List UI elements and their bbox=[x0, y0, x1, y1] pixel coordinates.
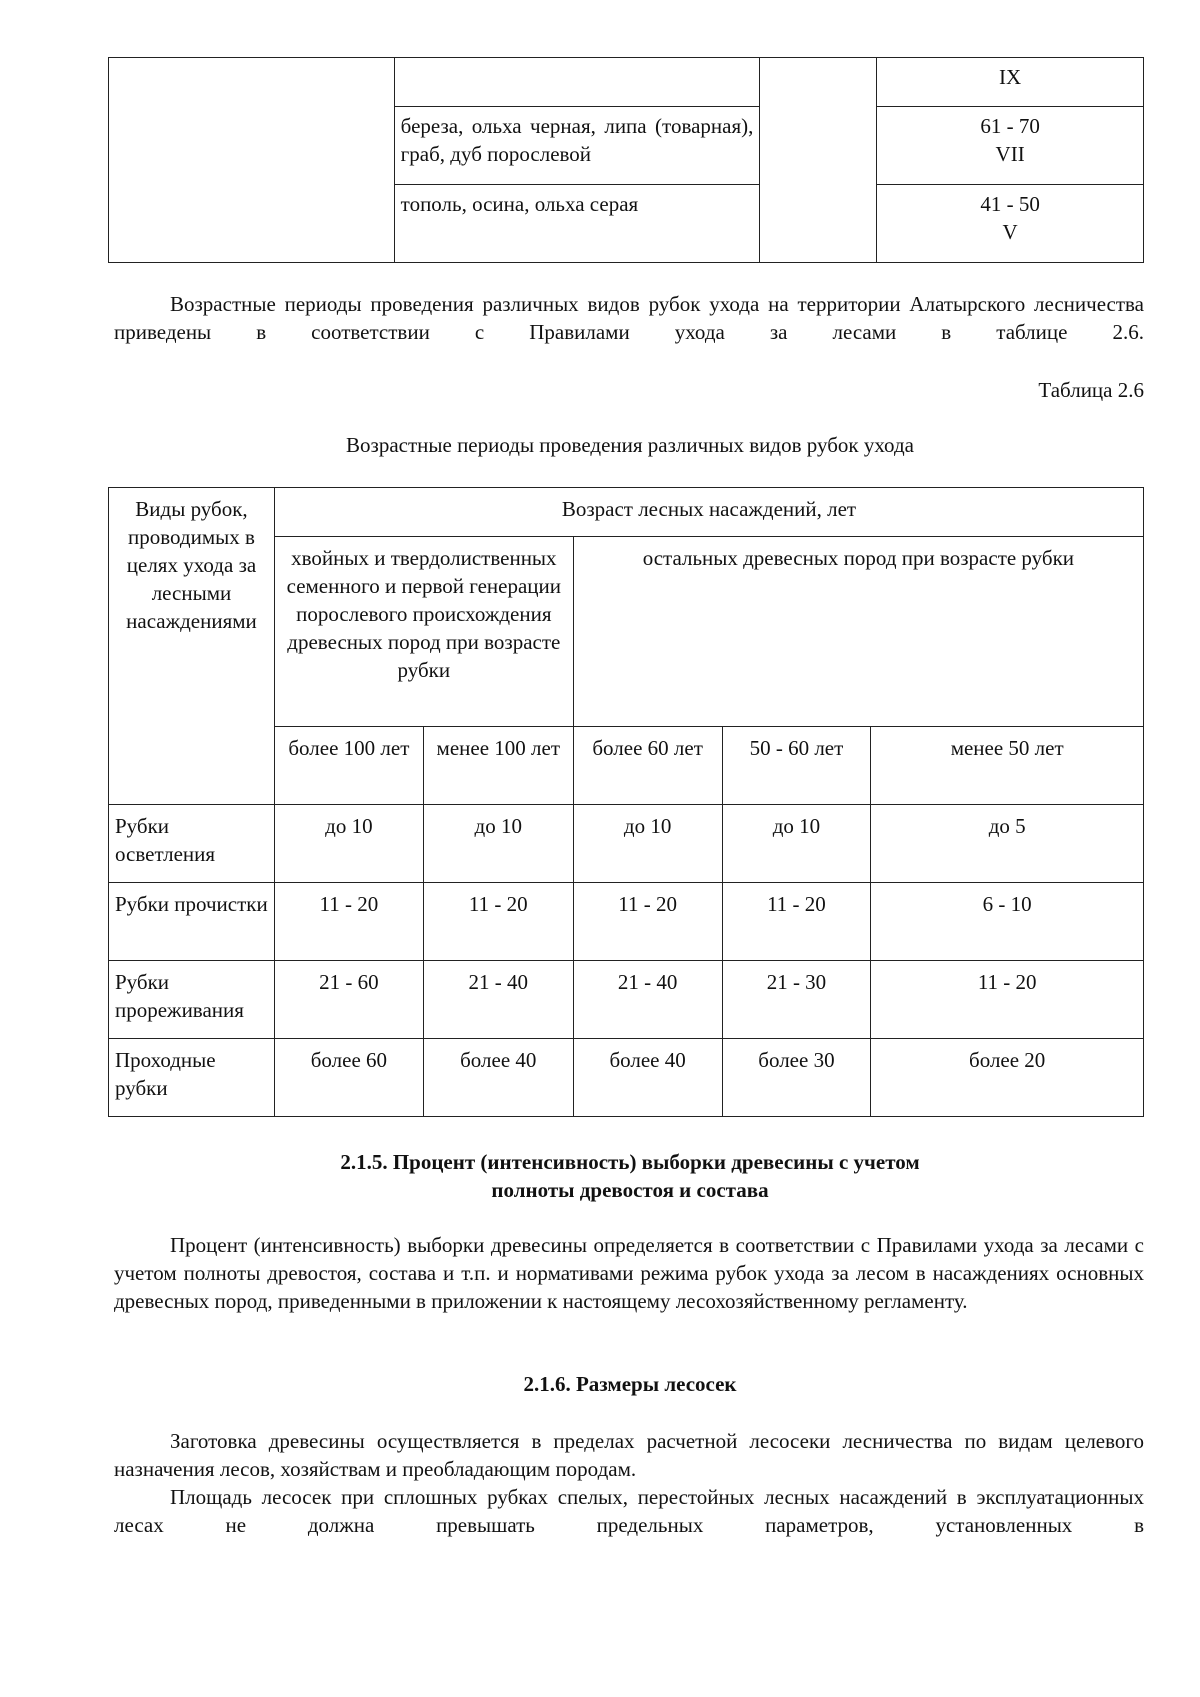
value-cell: более 40 bbox=[573, 1039, 722, 1117]
cutting-type-cell: Рубки прореживания bbox=[109, 961, 275, 1039]
age-header-cell: Возраст лесных насаждений, лет bbox=[274, 488, 1143, 537]
value-cell: 11 - 20 bbox=[423, 883, 573, 961]
value-cell: до 10 bbox=[423, 805, 573, 883]
value-cell: до 10 bbox=[274, 805, 423, 883]
value-cell: 11 - 20 bbox=[573, 883, 722, 961]
value-cell: до 10 bbox=[722, 805, 871, 883]
value-cell: более 30 bbox=[722, 1039, 871, 1117]
cutting-type-cell: Рубки прочистки bbox=[109, 883, 275, 961]
value-cell: более 40 bbox=[423, 1039, 573, 1117]
table-row bbox=[109, 883, 1144, 961]
continuation-empty-cell bbox=[760, 58, 877, 263]
section-215-heading-line1: 2.1.5. Процент (интенсивность) выборки древесины с учетом bbox=[340, 1150, 920, 1174]
section-215-heading-line2: полноты древостоя и состава bbox=[491, 1178, 769, 1202]
sub-header-cell: более 60 лет bbox=[573, 727, 722, 805]
section-216-paragraph-1: Заготовка древесины осуществляется в пределах расчетной лесосеки лесничества по видам целевого назначения лесов, хозяйствам и преобладающим породам. bbox=[114, 1429, 1144, 1481]
intro-paragraph: Возрастные периоды проведения различных видов рубок ухода на территории Алатырского лесничества приведены в соответствии с Правилами ухода за лесами в таблице 2.6. bbox=[114, 292, 1144, 344]
continuation-species-cell: береза, ольха черная, липа (товарная), граб, дуб порослевой bbox=[394, 107, 760, 185]
value-cell: 21 - 40 bbox=[573, 961, 722, 1039]
continuation-empty-cell bbox=[109, 58, 395, 263]
value-cell: 11 - 20 bbox=[871, 961, 1144, 1039]
value-cell: до 10 bbox=[573, 805, 722, 883]
value-cell: 21 - 40 bbox=[423, 961, 573, 1039]
table-row bbox=[109, 961, 1144, 1039]
sub-header-cell: 50 - 60 лет bbox=[722, 727, 871, 805]
value-cell: 11 - 20 bbox=[274, 883, 423, 961]
value-cell: более 60 bbox=[274, 1039, 423, 1117]
continuation-table bbox=[108, 57, 1144, 263]
value-cell: 21 - 60 bbox=[274, 961, 423, 1039]
table-row bbox=[109, 805, 1144, 883]
row-header-cell: Виды рубок, проводимых в целях ухода за лесными насаждениями bbox=[109, 488, 275, 805]
cutting-type-cell: Проходные рубки bbox=[109, 1039, 275, 1117]
continuation-age-cell: 61 - 70 VII bbox=[877, 107, 1144, 185]
continuation-age-cell: 41 - 50 V bbox=[877, 185, 1144, 263]
section-215-paragraph: Процент (интенсивность) выборки древесины определяется в соответствии с Правилами ухода за лесами с учетом полноты древостоя, состава и т.п. и нормативами режима рубок ухода за лесом в насаждениях основных древесных пород, приведенными в приложении к настоящему лесохозяйственному регламенту. bbox=[114, 1233, 1144, 1313]
other-species-header-cell: остальных древесных пород при возрасте рубки bbox=[573, 537, 1143, 727]
sub-header-cell: менее 100 лет bbox=[423, 727, 573, 805]
continuation-species-cell: тополь, осина, ольха серая bbox=[394, 185, 760, 263]
section-216-heading: 2.1.6. Размеры лесосек bbox=[523, 1372, 737, 1396]
conifer-header-cell: хвойных и твердолиственных семенного и первой генерации порослевого происхождения древесных пород при возрасте рубки bbox=[274, 537, 573, 727]
table-label: Таблица 2.6 bbox=[1038, 378, 1144, 402]
table-row bbox=[109, 1039, 1144, 1117]
table-title: Возрастные периоды проведения различных видов рубок ухода bbox=[346, 433, 914, 457]
age-periods-table bbox=[108, 487, 1144, 1117]
section-215-heading bbox=[0, 1148, 1200, 1204]
value-cell: 6 - 10 bbox=[871, 883, 1144, 961]
value-cell: 11 - 20 bbox=[722, 883, 871, 961]
section-216-paragraph-2: Площадь лесосек при сплошных рубках спелых, перестойных лесных насаждений в эксплуатационных лесах не должна превышать предельных параметров, установленных в bbox=[114, 1485, 1144, 1537]
value-cell: до 5 bbox=[871, 805, 1144, 883]
sub-header-cell: более 100 лет bbox=[274, 727, 423, 805]
sub-header-cell: менее 50 лет bbox=[871, 727, 1144, 805]
cutting-type-cell: Рубки осветления bbox=[109, 805, 275, 883]
continuation-species-cell bbox=[394, 58, 760, 107]
value-cell: 21 - 30 bbox=[722, 961, 871, 1039]
continuation-age-cell: IX bbox=[877, 58, 1144, 107]
value-cell: более 20 bbox=[871, 1039, 1144, 1117]
